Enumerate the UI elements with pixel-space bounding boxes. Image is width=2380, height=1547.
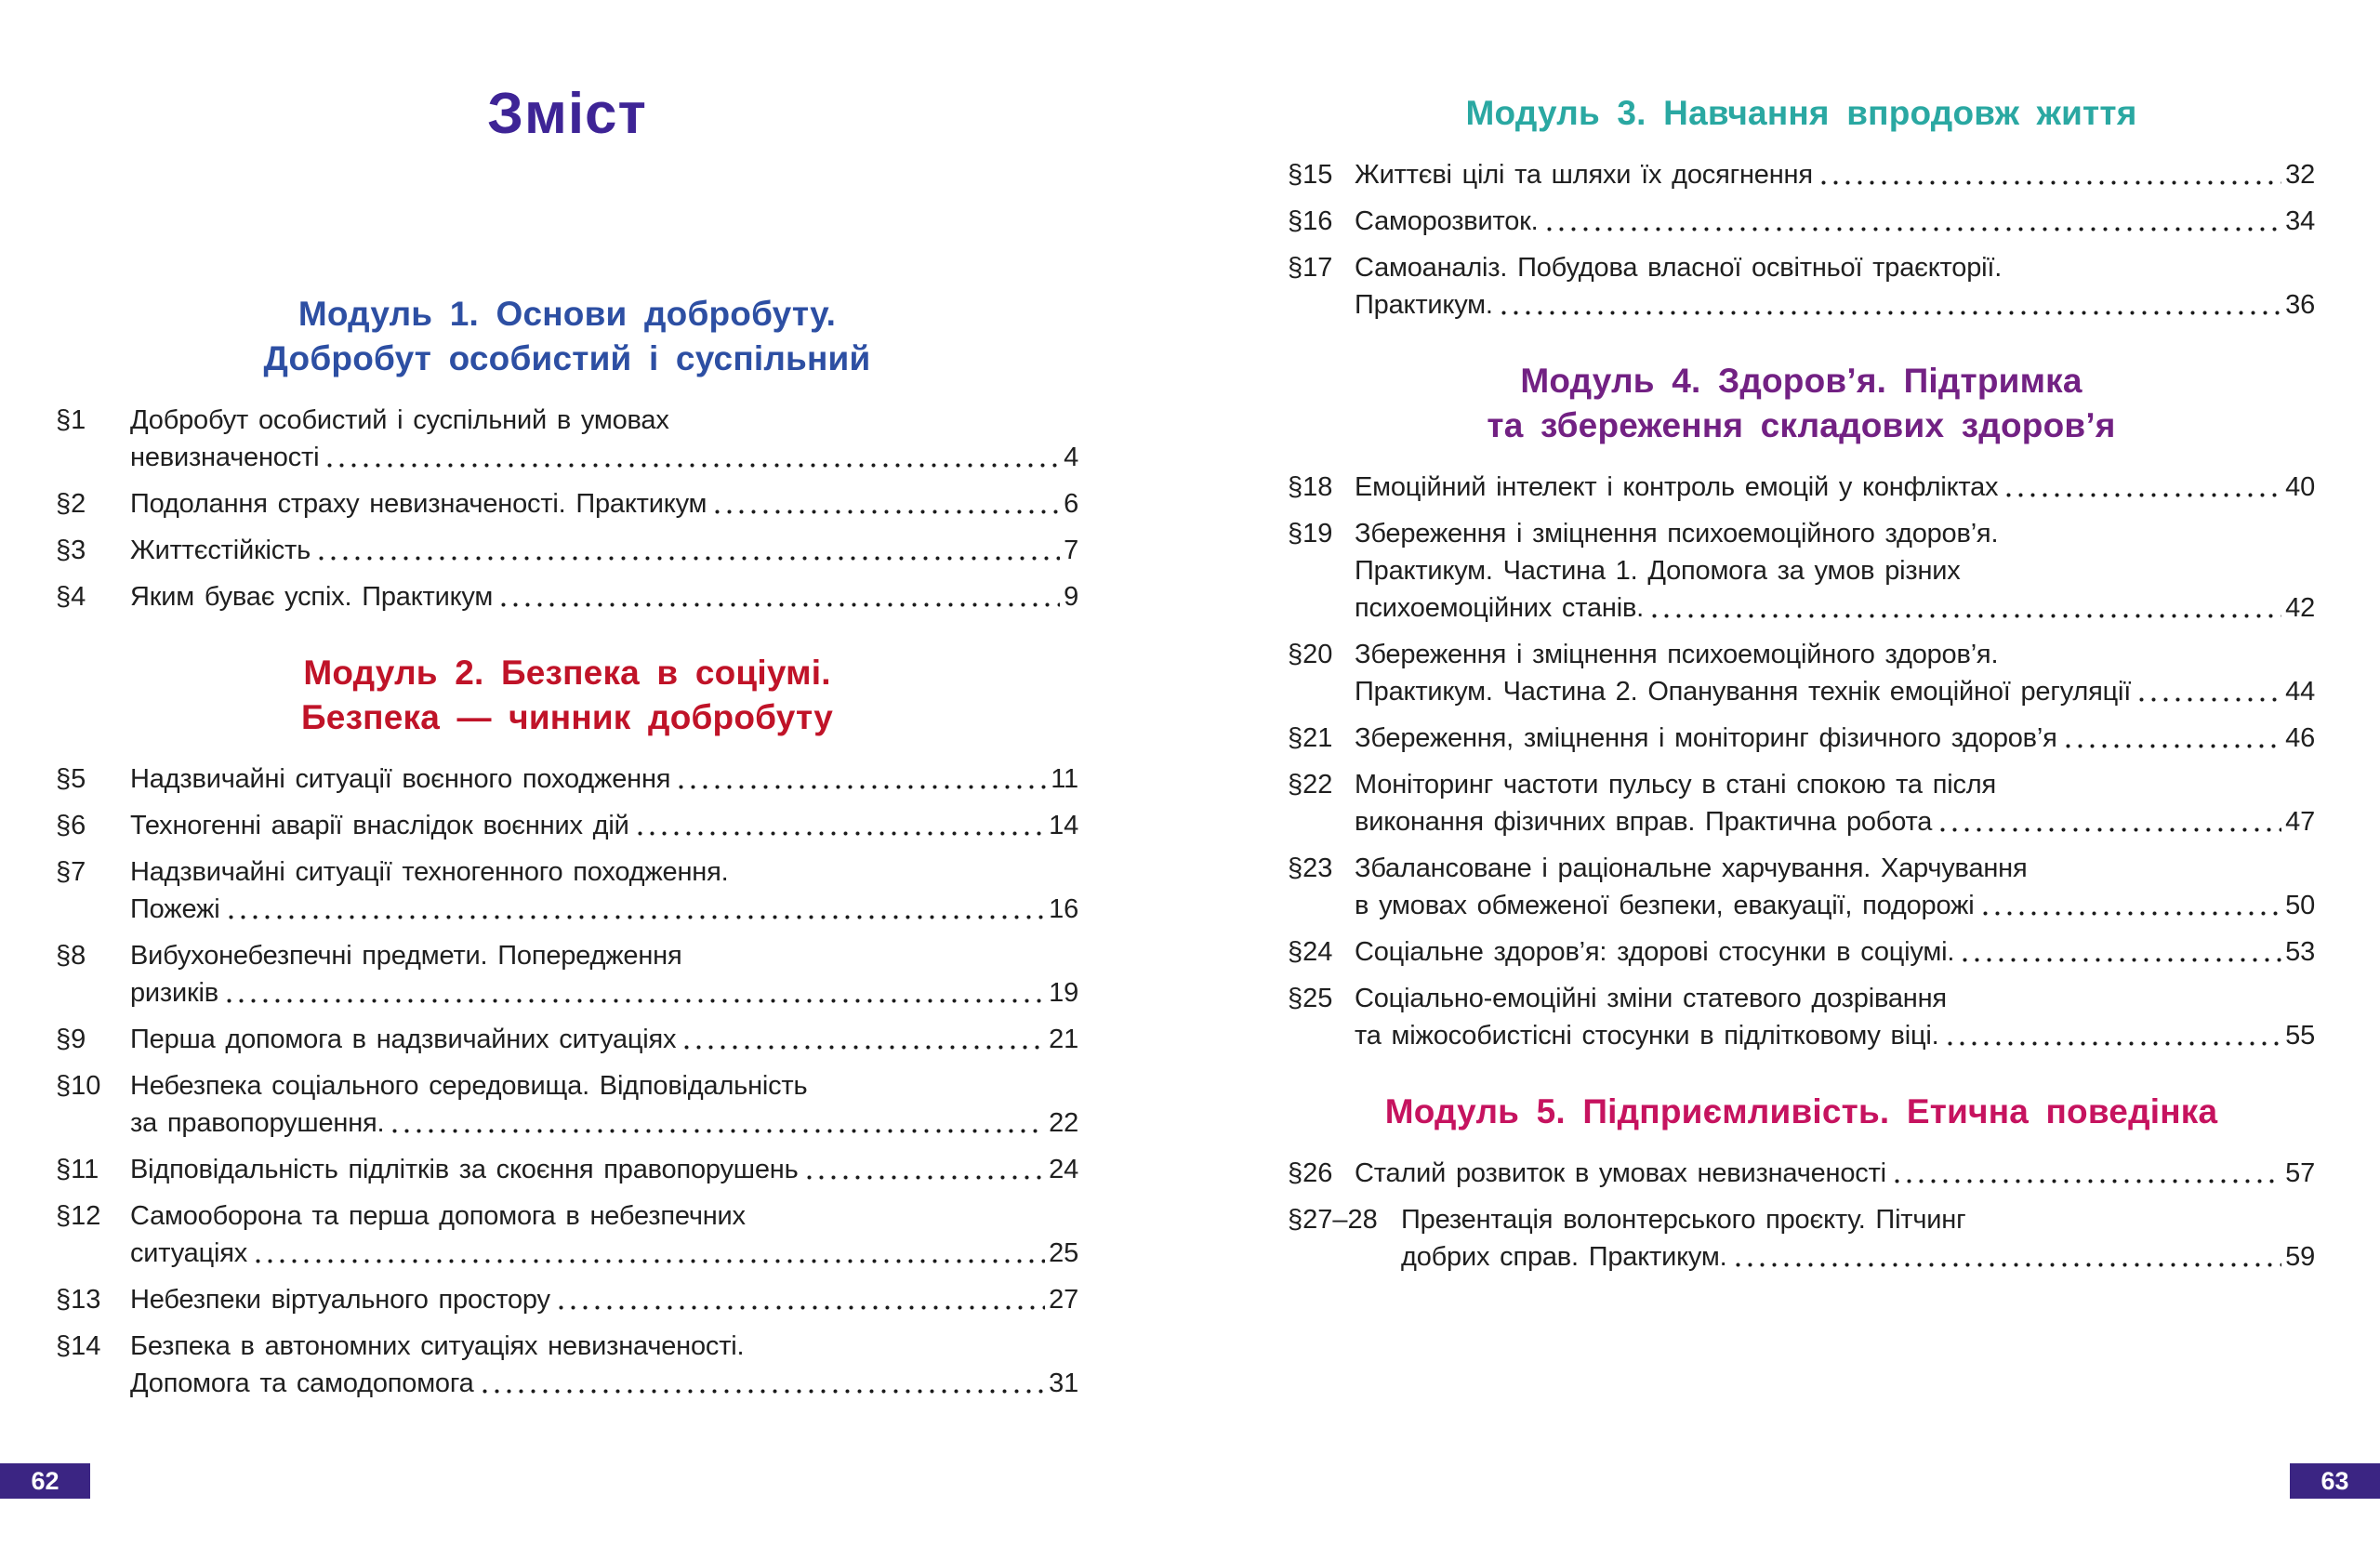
module-heading-line: та збереження складових здоров’я bbox=[1487, 406, 2116, 444]
toc-item bbox=[56, 1021, 1078, 1058]
toc-item-text bbox=[1355, 720, 2315, 757]
entry-text: Подолання страху невизначеності. Практикум bbox=[130, 489, 707, 519]
dot-leader bbox=[1983, 911, 2282, 916]
toc-item-text bbox=[1355, 515, 2315, 627]
toc-line bbox=[130, 402, 1078, 439]
page-ref: 24 bbox=[1049, 1155, 1078, 1184]
paragraph-label: §21 bbox=[1288, 723, 1333, 753]
entry-text: Практикум. Частина 2. Опанування технік емоційної регуляції bbox=[1355, 677, 2132, 707]
toc-line bbox=[1355, 286, 2315, 324]
toc-item-text bbox=[1355, 1155, 2315, 1192]
toc-line bbox=[1355, 766, 2315, 803]
page-ref: 6 bbox=[1064, 489, 1078, 519]
dot-leader bbox=[227, 998, 1045, 1003]
entry-text: добрих справ. Практикум. bbox=[1401, 1242, 1727, 1272]
entry-text: Яким буває успіх. Практикум bbox=[130, 582, 494, 612]
toc-title: Зміст bbox=[487, 82, 647, 146]
entry-text: Моніторинг частоти пульсу в стані спокою та після bbox=[1355, 770, 1996, 800]
paragraph-label: §18 bbox=[1288, 472, 1333, 502]
toc-line bbox=[1355, 1017, 2315, 1054]
dot-leader bbox=[1736, 1263, 2282, 1267]
toc-item-text bbox=[1355, 156, 2315, 193]
toc-item-text bbox=[130, 937, 1078, 1012]
toc-line bbox=[1355, 803, 2315, 840]
page-ref: 42 bbox=[2285, 593, 2315, 623]
toc-item bbox=[56, 1328, 1078, 1402]
toc-item bbox=[1288, 980, 2315, 1054]
entry-text: Небезпеки віртуального простору bbox=[130, 1285, 550, 1315]
toc-item bbox=[1288, 249, 2315, 324]
toc-section bbox=[1288, 91, 2315, 324]
toc-item bbox=[1288, 1155, 2315, 1192]
paragraph-label: §9 bbox=[56, 1025, 86, 1054]
paragraph-label: §20 bbox=[1288, 640, 1333, 669]
toc-line bbox=[130, 1235, 1078, 1272]
toc-item-text bbox=[1355, 636, 2315, 710]
entry-text: Самооборона та перша допомога в небезпечних bbox=[130, 1201, 746, 1231]
dot-leader bbox=[679, 785, 1047, 789]
dot-leader bbox=[807, 1175, 1046, 1180]
dot-leader bbox=[327, 463, 1060, 468]
dot-leader bbox=[1895, 1179, 2281, 1183]
toc-item bbox=[56, 760, 1078, 798]
toc-item-text bbox=[1355, 980, 2315, 1054]
toc-item-text bbox=[1355, 850, 2315, 924]
toc-item-text bbox=[130, 853, 1078, 928]
dot-leader bbox=[1940, 827, 2281, 832]
dot-leader bbox=[2139, 697, 2281, 702]
entry-text: Емоційний інтелект і контроль емоцій у конфліктах bbox=[1355, 472, 1999, 502]
toc-item bbox=[1288, 203, 2315, 240]
left-page-sections bbox=[56, 292, 1078, 1402]
page-ref: 47 bbox=[2285, 807, 2315, 837]
toc-item bbox=[1288, 850, 2315, 924]
toc-line bbox=[130, 974, 1078, 1012]
toc-line bbox=[130, 853, 1078, 891]
page-number-badge-left: 62 bbox=[0, 1463, 90, 1499]
dot-leader bbox=[1501, 311, 2281, 315]
toc-line bbox=[130, 807, 1078, 844]
paragraph-label: §16 bbox=[1288, 206, 1333, 236]
toc-item-text bbox=[130, 578, 1078, 615]
dot-leader bbox=[1652, 614, 2281, 618]
module-heading-line: Безпека — чинник добробуту bbox=[301, 698, 833, 736]
entry-text: Життєстійкість bbox=[130, 536, 311, 565]
page-ref: 57 bbox=[2285, 1158, 2315, 1188]
dot-leader bbox=[684, 1045, 1045, 1050]
entry-text: Самоаналіз. Побудова власної освітньої траєкторії. bbox=[1355, 253, 2003, 283]
entry-text: Соціальне здоров’я: здорові стосунки в соціумі. bbox=[1355, 937, 1955, 967]
page-ref: 16 bbox=[1049, 894, 1078, 924]
toc-line bbox=[130, 532, 1078, 569]
toc-item bbox=[56, 1151, 1078, 1188]
toc-item bbox=[56, 1197, 1078, 1272]
toc-line bbox=[130, 578, 1078, 615]
entry-text: Пожежі bbox=[130, 894, 220, 924]
toc-section bbox=[56, 651, 1078, 1402]
page-ref: 40 bbox=[2285, 472, 2315, 502]
entry-text: Практикум. bbox=[1355, 290, 1493, 320]
toc-line bbox=[130, 1151, 1078, 1188]
toc-line bbox=[1355, 203, 2315, 240]
dot-leader bbox=[559, 1305, 1045, 1310]
entry-text: Техногенні аварії внаслідок воєнних дій bbox=[130, 811, 629, 840]
dot-leader bbox=[1963, 958, 2281, 962]
toc-line bbox=[130, 1365, 1078, 1402]
toc-item bbox=[56, 853, 1078, 928]
page-ref: 19 bbox=[1049, 978, 1078, 1008]
dot-leader bbox=[501, 602, 1060, 607]
module-heading-line: Модуль 3. Навчання впродовж життя bbox=[1465, 94, 2137, 132]
entry-text: Збалансоване і раціональне харчування. Харчування bbox=[1355, 853, 2028, 883]
entry-text: психоемоційних станів. bbox=[1355, 593, 1645, 623]
paragraph-label: §13 bbox=[56, 1285, 101, 1315]
dot-leader bbox=[638, 831, 1046, 836]
page-ref: 4 bbox=[1064, 443, 1078, 472]
toc-item-text bbox=[130, 807, 1078, 844]
right-page-column bbox=[1288, 56, 2315, 1285]
paragraph-label: §2 bbox=[56, 489, 86, 519]
entry-text: Збереження і зміцнення психоемоційного здоров’я. bbox=[1355, 640, 1999, 669]
toc-line bbox=[130, 1281, 1078, 1318]
dot-leader bbox=[1547, 227, 2282, 231]
page-ref: 34 bbox=[2285, 206, 2315, 236]
dot-leader bbox=[319, 556, 1060, 561]
entry-text: Допомога та самодопомога bbox=[130, 1368, 474, 1398]
toc-line bbox=[130, 760, 1078, 798]
page-number-badge-right: 63 bbox=[2290, 1463, 2380, 1499]
entry-text: в умовах обмеженої безпеки, евакуації, подорожі bbox=[1355, 891, 1975, 920]
toc-item bbox=[56, 937, 1078, 1012]
toc-item-text bbox=[1355, 933, 2315, 971]
right-page-sections bbox=[1288, 91, 2315, 1276]
module-heading-line: Модуль 1. Основи добробуту. bbox=[298, 295, 837, 333]
toc-item-text bbox=[130, 1067, 1078, 1142]
module-heading-line: Модуль 4. Здоров’я. Підтримка bbox=[1520, 362, 2082, 400]
toc-item bbox=[56, 1067, 1078, 1142]
entry-text: Надзвичайні ситуації воєнного походження bbox=[130, 764, 671, 794]
toc-item-text bbox=[1355, 249, 2315, 324]
entry-text: Відповідальність підлітків за скоєння правопорушень bbox=[130, 1155, 799, 1184]
paragraph-label: §24 bbox=[1288, 937, 1333, 967]
toc-line bbox=[1355, 1155, 2315, 1192]
dot-leader bbox=[392, 1129, 1045, 1133]
toc-item bbox=[1288, 515, 2315, 627]
toc-line bbox=[130, 1021, 1078, 1058]
toc-line bbox=[1355, 469, 2315, 506]
paragraph-label: §27–28 bbox=[1288, 1205, 1378, 1235]
dot-leader bbox=[715, 509, 1060, 514]
toc-line bbox=[1355, 249, 2315, 286]
paragraph-label: §5 bbox=[56, 764, 86, 794]
entry-text: виконання фізичних вправ. Практична робота bbox=[1355, 807, 1933, 837]
toc-line bbox=[130, 1067, 1078, 1104]
toc-line bbox=[1355, 980, 2315, 1017]
toc-line bbox=[130, 485, 1078, 522]
page-ref: 46 bbox=[2285, 723, 2315, 753]
left-page-column bbox=[56, 0, 1078, 1411]
module-heading-line: Добробут особистий і суспільний bbox=[263, 339, 871, 377]
toc-line bbox=[1355, 850, 2315, 887]
page-ref: 22 bbox=[1049, 1108, 1078, 1138]
module-heading bbox=[56, 292, 1078, 381]
dot-leader bbox=[229, 915, 1046, 919]
entry-text: за правопорушення. bbox=[130, 1108, 385, 1138]
toc-item-text bbox=[130, 402, 1078, 476]
module-heading bbox=[1288, 359, 2315, 448]
entry-text: та міжособистісні стосунки в підлітковому віці. bbox=[1355, 1021, 1939, 1051]
paragraph-label: §17 bbox=[1288, 253, 1333, 283]
page-ref: 21 bbox=[1049, 1025, 1078, 1054]
dot-leader bbox=[2006, 493, 2281, 497]
toc-item bbox=[1288, 156, 2315, 193]
paragraph-label: §1 bbox=[56, 405, 86, 435]
paragraph-label: §10 bbox=[56, 1071, 101, 1101]
toc-item bbox=[1288, 469, 2315, 506]
entry-text: Презентація волонтерського проєкту. Пітчинг bbox=[1401, 1205, 1966, 1235]
toc-line bbox=[130, 1328, 1078, 1365]
toc-item-text bbox=[130, 485, 1078, 522]
toc-line bbox=[1355, 515, 2315, 552]
toc-item-text bbox=[130, 760, 1078, 798]
page-ref: 50 bbox=[2285, 891, 2315, 920]
toc-section bbox=[1288, 1090, 2315, 1276]
toc-line bbox=[1355, 636, 2315, 673]
page-ref: 55 bbox=[2285, 1021, 2315, 1051]
toc-item bbox=[56, 532, 1078, 569]
toc-item-text bbox=[1355, 766, 2315, 840]
toc-item bbox=[56, 402, 1078, 476]
toc-item bbox=[1288, 1201, 2315, 1276]
toc-item-text bbox=[130, 1197, 1078, 1272]
paragraph-label: §6 bbox=[56, 811, 86, 840]
toc-item bbox=[1288, 636, 2315, 710]
dot-leader bbox=[1948, 1041, 2282, 1046]
page-ref: 59 bbox=[2285, 1242, 2315, 1272]
toc-line bbox=[1401, 1201, 2315, 1238]
entry-text: Надзвичайні ситуації техногенного походження. bbox=[130, 857, 729, 887]
toc-item bbox=[1288, 933, 2315, 971]
dot-leader bbox=[2066, 744, 2282, 748]
page-ref: 14 bbox=[1049, 811, 1078, 840]
toc-item-text bbox=[1355, 469, 2315, 506]
entry-text: Збереження і зміцнення психоемоційного здоров’я. bbox=[1355, 519, 1999, 549]
page-ref: 27 bbox=[1049, 1285, 1078, 1315]
entry-text: Небезпека соціального середовища. Відповідальність bbox=[130, 1071, 808, 1101]
toc-line bbox=[130, 1104, 1078, 1142]
module-heading-line: Модуль 2. Безпека в соціумі. bbox=[303, 654, 831, 692]
paragraph-label: §12 bbox=[56, 1201, 101, 1231]
toc-item-text bbox=[130, 1151, 1078, 1188]
paragraph-label: §14 bbox=[56, 1331, 101, 1361]
page-ref: 9 bbox=[1064, 582, 1078, 612]
paragraph-label: §23 bbox=[1288, 853, 1333, 883]
entry-text: ситуаціях bbox=[130, 1238, 248, 1268]
module-heading bbox=[56, 651, 1078, 740]
page-ref: 11 bbox=[1051, 764, 1078, 794]
module-heading-line: Модуль 5. Підприємливість. Етична поведінка bbox=[1384, 1092, 2218, 1130]
toc-line bbox=[130, 937, 1078, 974]
toc-line bbox=[1355, 156, 2315, 193]
page-ref: 44 bbox=[2285, 677, 2315, 707]
entry-text: Сталий розвиток в умовах невизначеності bbox=[1355, 1158, 1886, 1188]
entry-text: невизначеності bbox=[130, 443, 320, 472]
page-ref: 53 bbox=[2285, 937, 2315, 967]
toc-item-text bbox=[1401, 1201, 2315, 1276]
entry-text: ризиків bbox=[130, 978, 218, 1008]
page-ref: 36 bbox=[2285, 290, 2315, 320]
page-ref: 32 bbox=[2285, 160, 2315, 190]
entry-text: Саморозвиток. bbox=[1355, 206, 1539, 236]
paragraph-label: §11 bbox=[56, 1155, 99, 1184]
paragraph-label: §3 bbox=[56, 536, 86, 565]
toc-line bbox=[1355, 589, 2315, 627]
toc-item bbox=[56, 1281, 1078, 1318]
toc-item bbox=[1288, 766, 2315, 840]
page-ref: 25 bbox=[1049, 1238, 1078, 1268]
toc-line bbox=[130, 439, 1078, 476]
entry-text: Добробут особистий і суспільний в умовах bbox=[130, 405, 669, 435]
entry-text: Вибухонебезпечні предмети. Попередження bbox=[130, 941, 682, 971]
toc-item bbox=[56, 485, 1078, 522]
paragraph-label: §19 bbox=[1288, 519, 1333, 549]
module-heading bbox=[1288, 91, 2315, 136]
page-ref: 31 bbox=[1049, 1368, 1078, 1398]
entry-text: Практикум. Частина 1. Допомога за умов різних bbox=[1355, 556, 1961, 586]
toc-item-text bbox=[1355, 203, 2315, 240]
toc-section bbox=[1288, 359, 2315, 1054]
entry-text: Безпека в автономних ситуаціях невизначеності. bbox=[130, 1331, 745, 1361]
toc-line bbox=[1355, 673, 2315, 710]
toc-line bbox=[130, 1197, 1078, 1235]
toc-line bbox=[1401, 1238, 2315, 1276]
toc-line bbox=[1355, 933, 2315, 971]
paragraph-label: §8 bbox=[56, 941, 86, 971]
dot-leader bbox=[483, 1389, 1046, 1394]
toc-line bbox=[1355, 552, 2315, 589]
paragraph-label: §7 bbox=[56, 857, 86, 887]
paragraph-label: §4 bbox=[56, 582, 86, 612]
paragraph-label: §26 bbox=[1288, 1158, 1333, 1188]
toc-item bbox=[1288, 720, 2315, 757]
toc-line bbox=[130, 891, 1078, 928]
entry-text: Перша допомога в надзвичайних ситуаціях bbox=[130, 1025, 677, 1054]
toc-item-text bbox=[130, 1021, 1078, 1058]
paragraph-label: §25 bbox=[1288, 984, 1333, 1013]
toc-item-text bbox=[130, 1281, 1078, 1318]
toc-line bbox=[1355, 720, 2315, 757]
toc-section bbox=[56, 292, 1078, 615]
entry-text: Життєві цілі та шляхи їх досягнення bbox=[1355, 160, 1813, 190]
dot-leader bbox=[1821, 180, 2281, 185]
page-ref: 7 bbox=[1064, 536, 1078, 565]
paragraph-label: §15 bbox=[1288, 160, 1333, 190]
paragraph-label: §22 bbox=[1288, 770, 1333, 800]
toc-item bbox=[56, 807, 1078, 844]
entry-text: Соціально-емоційні зміни статевого дозрівання bbox=[1355, 984, 1947, 1013]
module-heading bbox=[1288, 1090, 2315, 1134]
toc-item bbox=[56, 578, 1078, 615]
toc-line bbox=[1355, 887, 2315, 924]
dot-leader bbox=[256, 1259, 1045, 1263]
toc-item-text bbox=[130, 1328, 1078, 1402]
toc-item-text bbox=[130, 532, 1078, 569]
entry-text: Збереження, зміцнення і моніторинг фізичного здоров’я bbox=[1355, 723, 2057, 753]
